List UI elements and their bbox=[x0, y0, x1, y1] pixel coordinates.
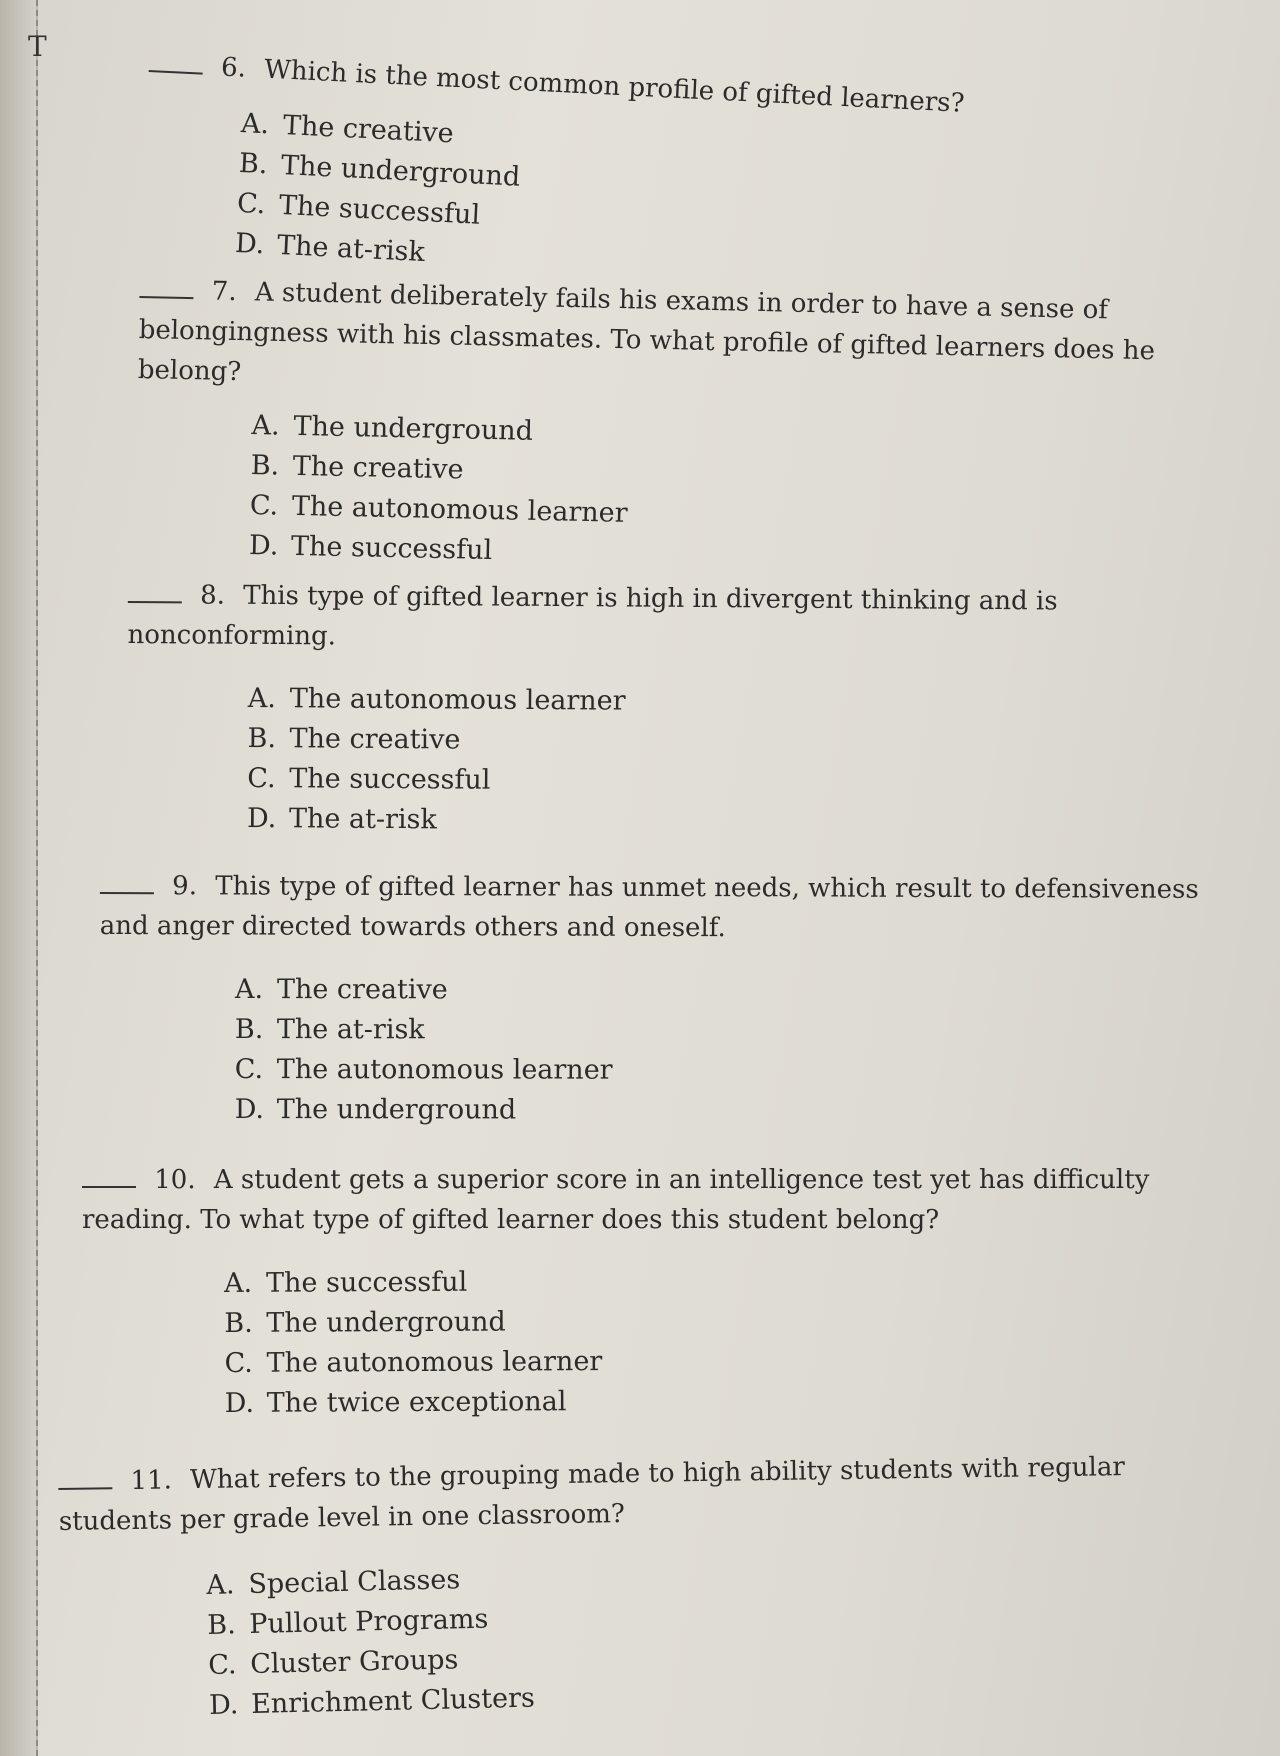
choice-a: A. The underground bbox=[251, 409, 534, 447]
corner-mark: T bbox=[28, 30, 47, 63]
answer-blank-9[interactable] bbox=[100, 866, 154, 894]
question-9 bbox=[100, 866, 1220, 1130]
question-number: 11. bbox=[130, 1465, 173, 1496]
question-6 bbox=[150, 44, 1010, 269]
choice-list bbox=[249, 406, 1220, 586]
question-number: 9. bbox=[172, 871, 198, 902]
question-number: 10. bbox=[154, 1165, 196, 1195]
choice-c: C. The autonomous learner bbox=[249, 489, 628, 529]
choice-a: A. The creative bbox=[240, 107, 455, 150]
choice-d: D. Enrichment Clusters bbox=[208, 1682, 536, 1721]
question-11 bbox=[58, 1452, 1238, 1726]
choice-a: A. The creative bbox=[234, 974, 448, 1006]
answer-blank-10[interactable] bbox=[82, 1160, 136, 1188]
choice-b: B. The underground bbox=[224, 1306, 506, 1339]
choice-list bbox=[206, 1543, 1241, 1726]
choice-b: B. Pullout Programs bbox=[206, 1603, 489, 1641]
question-10 bbox=[82, 1160, 1212, 1424]
choice-c: C. The successful bbox=[247, 762, 491, 796]
choice-a: A. The autonomous learner bbox=[247, 682, 626, 717]
question-stem: This type of gifted learner is high in divergent thinking and is nonconforming. bbox=[127, 580, 1058, 652]
question-stem: A student gets a superior score in an intelligence test yet has difficulty reading. To what type of gifted learner does this student belong? bbox=[82, 1165, 1150, 1235]
question-number: 8. bbox=[200, 580, 226, 611]
choice-d: D. The twice exceptional bbox=[224, 1386, 567, 1419]
choice-c: C. The successful bbox=[236, 187, 481, 231]
question-stem: What refers to the grouping made to high ability students with regular students per grade level in one classroom? bbox=[58, 1452, 1125, 1537]
answer-blank-7[interactable] bbox=[139, 270, 194, 299]
answer-blank-6[interactable] bbox=[149, 44, 204, 75]
question-number: 7. bbox=[211, 276, 237, 308]
choice-d: D. The at-risk bbox=[234, 227, 426, 269]
choice-list bbox=[224, 1259, 1213, 1424]
question-stem: This type of gifted learner has unmet needs, which result to defensiveness and anger directed towards others and oneself. bbox=[99, 871, 1199, 944]
choice-b: B. The creative bbox=[250, 449, 464, 486]
choice-b: B. The underground bbox=[238, 147, 521, 193]
question-stem-row bbox=[82, 1160, 1212, 1240]
question-stem-row bbox=[137, 270, 1219, 413]
question-stem-row bbox=[100, 866, 1220, 950]
choice-a: A. The successful bbox=[224, 1266, 468, 1299]
question-stem: A student deliberately fails his exams in order to have a sense of belongingness with his classmates. To what profile of gifted learners does he belong? bbox=[137, 277, 1156, 388]
question-stem-row bbox=[58, 1446, 1239, 1542]
choice-d: D. The at-risk bbox=[246, 802, 437, 836]
question-number: 6. bbox=[220, 52, 247, 84]
question-8 bbox=[128, 575, 1218, 839]
choice-b: B. The creative bbox=[247, 722, 461, 756]
choice-list bbox=[247, 679, 1218, 846]
choice-list bbox=[235, 970, 1220, 1132]
choice-d: D. The underground bbox=[234, 1093, 517, 1126]
question-stem-row bbox=[127, 575, 1218, 663]
question-stem: Which is the most common profile of gifted learners? bbox=[263, 54, 966, 119]
choice-d: D. The successful bbox=[248, 529, 493, 567]
choice-c: C. The autonomous learner bbox=[224, 1346, 603, 1379]
answer-blank-8[interactable] bbox=[128, 575, 182, 603]
choice-b: B. The at-risk bbox=[234, 1013, 425, 1046]
choice-c: C. The autonomous learner bbox=[234, 1053, 613, 1086]
choice-c: C. Cluster Groups bbox=[207, 1644, 459, 1681]
question-7 bbox=[137, 270, 1220, 567]
choice-a: A. Special Classes bbox=[206, 1564, 461, 1601]
answer-blank-11[interactable] bbox=[58, 1461, 112, 1490]
